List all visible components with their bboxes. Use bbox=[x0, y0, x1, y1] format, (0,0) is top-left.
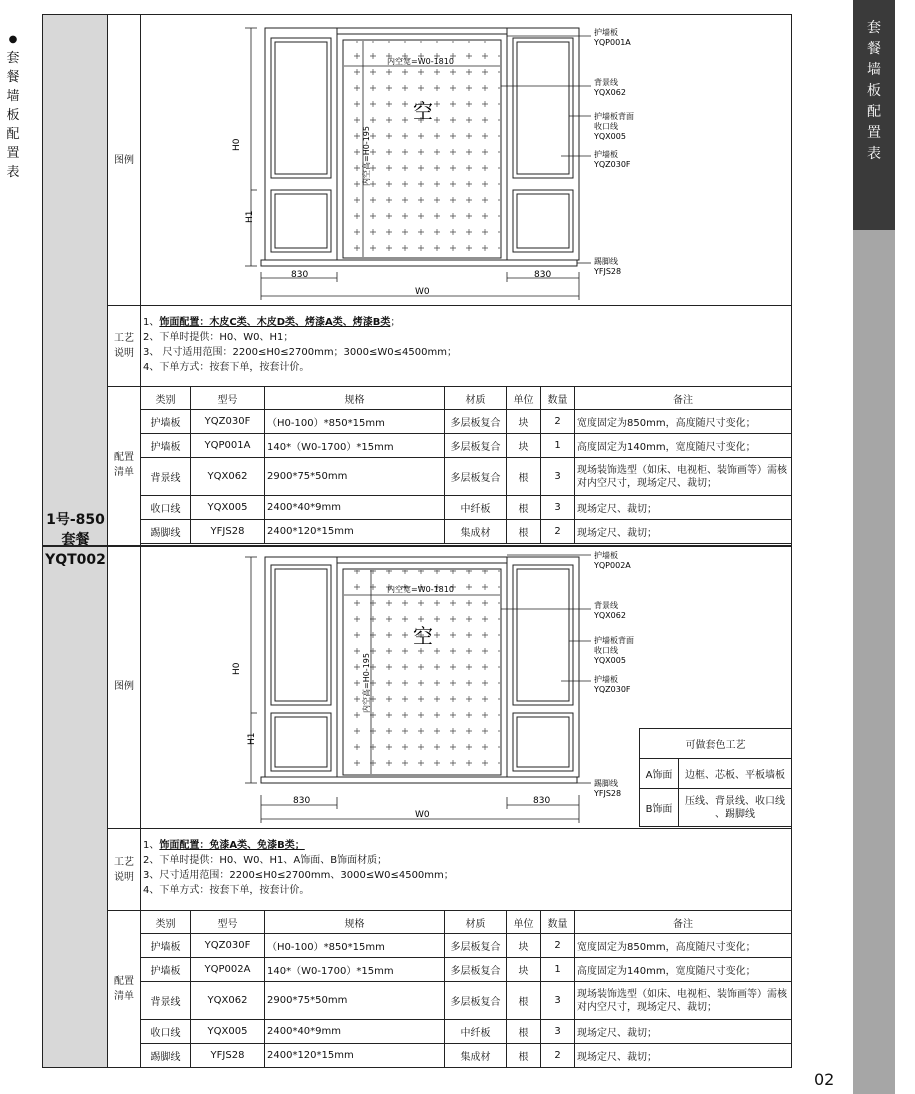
cell-model: YQX005 bbox=[191, 1020, 265, 1044]
cell-material: 中纤板 bbox=[445, 496, 507, 520]
cell-material: 多层板复合 bbox=[445, 458, 507, 496]
note-line bbox=[143, 315, 457, 330]
dim-width-left: 830 bbox=[293, 796, 311, 806]
craft-label bbox=[108, 855, 140, 885]
side-title-char: 餐 bbox=[6, 70, 20, 85]
cell-model: YQZ030F bbox=[191, 410, 265, 434]
cell-note: 现场装饰选型（如床、电视柜、装饰画等）需核对内空尺寸，现场定尺、裁切； bbox=[575, 458, 792, 496]
list-label bbox=[108, 450, 140, 480]
table-row bbox=[141, 434, 792, 458]
right-wall-panel bbox=[507, 557, 579, 777]
inner-width-label: 内空宽=W0-1810 bbox=[387, 57, 454, 66]
cell-note: 现场定尺、裁切； bbox=[575, 496, 792, 520]
cell-qty: 3 bbox=[541, 982, 575, 1020]
callout-name: 护墙板背面 bbox=[594, 112, 634, 121]
callout-code: YFJS28 bbox=[594, 267, 622, 276]
header-cell: 型号 bbox=[191, 911, 265, 934]
cell-category: 收口线 bbox=[141, 496, 191, 520]
callout-code: YQX062 bbox=[594, 611, 626, 620]
note-line: 3、尺寸适用范围：2200≤H0≤2700mm、3000≤W0≤4500mm； bbox=[143, 870, 454, 881]
package-type: 套餐 bbox=[61, 532, 90, 548]
header-cell: 材质 bbox=[445, 387, 507, 410]
cell-note: 高度固定为140mm，宽度随尺寸变化； bbox=[575, 958, 792, 982]
cell-model: YQP002A bbox=[191, 958, 265, 982]
note-line: 3、 尺寸适用范围：2200≤H0≤2700mm；3000≤W0≤4500mm； bbox=[143, 347, 457, 358]
cell-note: 现场定尺、裁切； bbox=[575, 520, 792, 544]
cell-spec: （H0-100）*850*15mm bbox=[265, 410, 445, 434]
note-line: 4、下单方式：按套下单，按套计价。 bbox=[143, 362, 310, 373]
table-row bbox=[141, 410, 792, 434]
header-cell: 规格 bbox=[265, 387, 445, 410]
list-label-line: 配置 bbox=[114, 452, 134, 463]
cell-model: YQX062 bbox=[191, 458, 265, 496]
craft-key: B饰面 bbox=[640, 789, 679, 827]
side-band-light bbox=[853, 230, 895, 1094]
craft-value-line: 压线、背景线、收口线 bbox=[685, 795, 785, 807]
cell-spec: 2400*120*15mm bbox=[265, 520, 445, 544]
cell-model: YQX005 bbox=[191, 496, 265, 520]
callout-name: 收口线 bbox=[594, 122, 618, 131]
band-title bbox=[853, 18, 895, 165]
callout-code: YQP002A bbox=[594, 561, 631, 570]
cell-unit: 块 bbox=[507, 410, 541, 434]
table-row bbox=[141, 458, 792, 496]
callout-name: 护墙板 bbox=[594, 150, 618, 159]
package-label bbox=[43, 510, 108, 570]
right-panel-lower bbox=[513, 713, 573, 771]
cell-material: 中纤板 bbox=[445, 1020, 507, 1044]
cell-unit: 根 bbox=[507, 1044, 541, 1068]
callout-code: YQZ030F bbox=[594, 160, 631, 169]
cell-note: 高度固定为140mm，宽度随尺寸变化； bbox=[575, 434, 792, 458]
dim-h1: H1 bbox=[247, 732, 257, 745]
dim-w0: W0 bbox=[415, 810, 430, 820]
cell-category: 踢脚线 bbox=[141, 1044, 191, 1068]
note-suffix: ； bbox=[390, 317, 401, 328]
cell-unit: 根 bbox=[507, 458, 541, 496]
skirting-board bbox=[261, 260, 577, 266]
band-title-char: 板 bbox=[867, 83, 881, 99]
callout-name: 护墙板 bbox=[594, 28, 618, 37]
craft-key: A饰面 bbox=[640, 759, 679, 789]
right-wall-panel bbox=[507, 28, 579, 260]
diagram-label: 图例 bbox=[114, 681, 134, 692]
band-title-char: 表 bbox=[867, 146, 881, 162]
right-panel-upper bbox=[513, 38, 573, 178]
craft-label-line: 工艺 bbox=[114, 333, 134, 344]
cell-qty: 1 bbox=[541, 434, 575, 458]
band-title-char: 配 bbox=[867, 104, 881, 120]
cell-category: 护墙板 bbox=[141, 934, 191, 958]
side-title-char: 墙 bbox=[6, 89, 20, 104]
cell-material: 多层板复合 bbox=[445, 958, 507, 982]
side-title-char: 置 bbox=[6, 146, 20, 161]
callout-code: YQX005 bbox=[594, 656, 626, 665]
craft-label bbox=[108, 331, 140, 361]
callout-name: 踢脚线 bbox=[594, 779, 618, 788]
cell-category: 收口线 bbox=[141, 1020, 191, 1044]
skirting-board bbox=[261, 777, 577, 783]
cell-model: YQX062 bbox=[191, 982, 265, 1020]
cell-material: 多层板复合 bbox=[445, 934, 507, 958]
config-table-1 bbox=[140, 386, 792, 544]
callout-code: YQX062 bbox=[594, 88, 626, 97]
cell-note: 宽度固定为850mm，高度随尺寸变化； bbox=[575, 934, 792, 958]
header-cell: 数量 bbox=[541, 387, 575, 410]
table-header bbox=[141, 387, 792, 410]
craft-table-title: 可做套色工艺 bbox=[640, 729, 792, 759]
cell-model: YQZ030F bbox=[191, 934, 265, 958]
callout-code: YQX005 bbox=[594, 132, 626, 141]
cell-unit: 根 bbox=[507, 496, 541, 520]
cell-category: 踢脚线 bbox=[141, 520, 191, 544]
callout-code: YFJS28 bbox=[594, 789, 622, 798]
side-title-char: 表 bbox=[6, 165, 20, 180]
cell-note: 宽度固定为850mm，高度随尺寸变化； bbox=[575, 410, 792, 434]
package-name: 1号-850 bbox=[46, 512, 105, 528]
cell-unit: 块 bbox=[507, 934, 541, 958]
craft-label-line: 说明 bbox=[114, 348, 134, 359]
cell-spec: 2400*120*15mm bbox=[265, 1044, 445, 1068]
cell-note: 现场装饰选型（如床、电视柜、装饰画等）需核对内空尺寸，现场定尺、裁切； bbox=[575, 982, 792, 1020]
cell-unit: 根 bbox=[507, 982, 541, 1020]
dim-w0: W0 bbox=[415, 287, 430, 297]
cell-qty: 2 bbox=[541, 934, 575, 958]
cell-qty: 2 bbox=[541, 520, 575, 544]
header-cell: 备注 bbox=[575, 387, 792, 410]
dim-h1: H1 bbox=[245, 210, 255, 223]
section-divider bbox=[108, 828, 791, 829]
cell-material: 集成材 bbox=[445, 520, 507, 544]
craft-value-line: 、踢脚线 bbox=[715, 808, 755, 820]
table-row bbox=[141, 520, 792, 544]
callout-name: 踢脚线 bbox=[594, 257, 618, 266]
list-label-line: 清单 bbox=[114, 467, 134, 478]
inner-height-label: 内空高=H0-195 bbox=[362, 653, 371, 713]
note-finish-config: 饰面配置：免漆A类、免漆B类； bbox=[159, 840, 305, 851]
note-line: 2、下单时提供：H0、W0、H1、A饰面、B饰面材质； bbox=[143, 855, 388, 866]
note-prefix: 1、 bbox=[143, 317, 160, 328]
cell-category: 护墙板 bbox=[141, 410, 191, 434]
band-title-char: 餐 bbox=[867, 41, 881, 57]
cell-unit: 根 bbox=[507, 520, 541, 544]
cell-spec: （H0-100）*850*15mm bbox=[265, 934, 445, 958]
header-cell: 类别 bbox=[141, 911, 191, 934]
cell-unit: 块 bbox=[507, 958, 541, 982]
wall-diagram-1 bbox=[141, 16, 791, 304]
callout-code: YQZ030F bbox=[594, 685, 631, 694]
side-title-char: 板 bbox=[6, 108, 20, 123]
callout-name: 护墙板 bbox=[594, 675, 618, 684]
cell-category: 护墙板 bbox=[141, 958, 191, 982]
header-cell: 单位 bbox=[507, 911, 541, 934]
callout-name: 背景线 bbox=[594, 601, 618, 610]
cell-qty: 2 bbox=[541, 410, 575, 434]
note-line: 4、下单方式：按套下单，按套计价。 bbox=[143, 885, 310, 896]
cell-model: YFJS28 bbox=[191, 520, 265, 544]
cell-qty: 3 bbox=[541, 496, 575, 520]
left-panel-upper bbox=[271, 38, 331, 178]
empty-label: 空 bbox=[413, 624, 433, 648]
callout-name: 护墙板背面 bbox=[594, 636, 634, 645]
inner-height-label: 内空高=H0-195 bbox=[362, 126, 371, 186]
band-title-char: 墙 bbox=[867, 62, 881, 78]
craft-notes-1 bbox=[143, 315, 457, 375]
note-line bbox=[143, 838, 454, 853]
dim-width-right: 830 bbox=[533, 796, 551, 806]
cell-category: 背景线 bbox=[141, 982, 191, 1020]
table-header bbox=[141, 911, 792, 934]
left-wall-panel bbox=[265, 557, 337, 777]
list-label-line: 配置 bbox=[114, 976, 134, 987]
cell-qty: 3 bbox=[541, 458, 575, 496]
dim-width-right: 830 bbox=[534, 270, 552, 280]
header-cell: 单位 bbox=[507, 387, 541, 410]
table-row bbox=[141, 1020, 792, 1044]
cell-unit: 块 bbox=[507, 434, 541, 458]
dim-h0: H0 bbox=[232, 138, 242, 151]
craft-label-line: 工艺 bbox=[114, 857, 134, 868]
color-craft-table bbox=[639, 728, 792, 827]
side-title-char: 配 bbox=[6, 127, 20, 142]
list-label bbox=[108, 974, 140, 1004]
header-cell: 规格 bbox=[265, 911, 445, 934]
cell-material: 多层板复合 bbox=[445, 434, 507, 458]
cell-spec: 2900*75*50mm bbox=[265, 458, 445, 496]
callout-code: YQP001A bbox=[594, 38, 631, 47]
cell-note: 现场定尺、裁切； bbox=[575, 1044, 792, 1068]
diagram-label: 图例 bbox=[114, 155, 134, 166]
table-row bbox=[141, 496, 792, 520]
package-code: YQT002 bbox=[45, 552, 106, 568]
cell-material: 多层板复合 bbox=[445, 410, 507, 434]
header-cell: 备注 bbox=[575, 911, 792, 934]
empty-label: 空 bbox=[413, 99, 433, 123]
craft-notes-2 bbox=[143, 838, 454, 898]
note-prefix: 1、 bbox=[143, 840, 160, 851]
cell-note: 现场定尺、裁切； bbox=[575, 1020, 792, 1044]
table-row bbox=[141, 982, 792, 1020]
cell-material: 多层板复合 bbox=[445, 982, 507, 1020]
band-title-char: 置 bbox=[867, 125, 881, 141]
inner-width-label: 内空宽=W0-1810 bbox=[387, 585, 454, 594]
table-row bbox=[141, 958, 792, 982]
left-panel-lower bbox=[271, 713, 331, 771]
section-divider bbox=[108, 305, 791, 306]
header-cell: 类别 bbox=[141, 387, 191, 410]
callout-name: 护墙板 bbox=[594, 551, 618, 560]
callout-name: 背景线 bbox=[594, 78, 618, 87]
table-row bbox=[141, 934, 792, 958]
side-title-char: 套 bbox=[6, 51, 20, 66]
cell-spec: 140*（W0-1700）*15mm bbox=[265, 434, 445, 458]
cell-category: 背景线 bbox=[141, 458, 191, 496]
cell-spec: 2400*40*9mm bbox=[265, 496, 445, 520]
table-row bbox=[141, 1044, 792, 1068]
left-panel-upper bbox=[271, 565, 331, 705]
cell-category: 护墙板 bbox=[141, 434, 191, 458]
cell-qty: 3 bbox=[541, 1020, 575, 1044]
cell-spec: 2400*40*9mm bbox=[265, 1020, 445, 1044]
page-number: 02 bbox=[814, 1070, 835, 1089]
dim-width-left: 830 bbox=[291, 270, 309, 280]
list-label-line: 清单 bbox=[114, 991, 134, 1002]
cell-spec: 2900*75*50mm bbox=[265, 982, 445, 1020]
cell-model: YFJS28 bbox=[191, 1044, 265, 1068]
cell-model: YQP001A bbox=[191, 434, 265, 458]
side-title bbox=[0, 30, 26, 182]
right-panel-lower bbox=[513, 190, 573, 252]
craft-label-line: 说明 bbox=[114, 872, 134, 883]
header-cell: 型号 bbox=[191, 387, 265, 410]
callout-name: 收口线 bbox=[594, 646, 618, 655]
cell-qty: 1 bbox=[541, 958, 575, 982]
note-line: 2、下单时提供：H0、W0、H1； bbox=[143, 332, 294, 343]
craft-value bbox=[679, 789, 792, 827]
cell-spec: 140*（W0-1700）*15mm bbox=[265, 958, 445, 982]
cell-qty: 2 bbox=[541, 1044, 575, 1068]
left-panel-lower bbox=[271, 190, 331, 252]
band-title-char: 套 bbox=[867, 20, 881, 36]
left-wall-panel bbox=[265, 28, 337, 260]
cell-unit: 根 bbox=[507, 1020, 541, 1044]
config-table-2 bbox=[140, 910, 792, 1068]
header-cell: 数量 bbox=[541, 911, 575, 934]
right-panel-upper bbox=[513, 565, 573, 705]
note-finish-config: 饰面配置：木皮C类、木皮D类、烤漆A类、烤漆B类 bbox=[159, 317, 391, 328]
bullet-icon: ● bbox=[8, 34, 18, 45]
dim-h0: H0 bbox=[232, 662, 242, 675]
craft-value: 边框、芯板、平板墙板 bbox=[679, 759, 792, 789]
header-cell: 材质 bbox=[445, 911, 507, 934]
cell-material: 集成材 bbox=[445, 1044, 507, 1068]
